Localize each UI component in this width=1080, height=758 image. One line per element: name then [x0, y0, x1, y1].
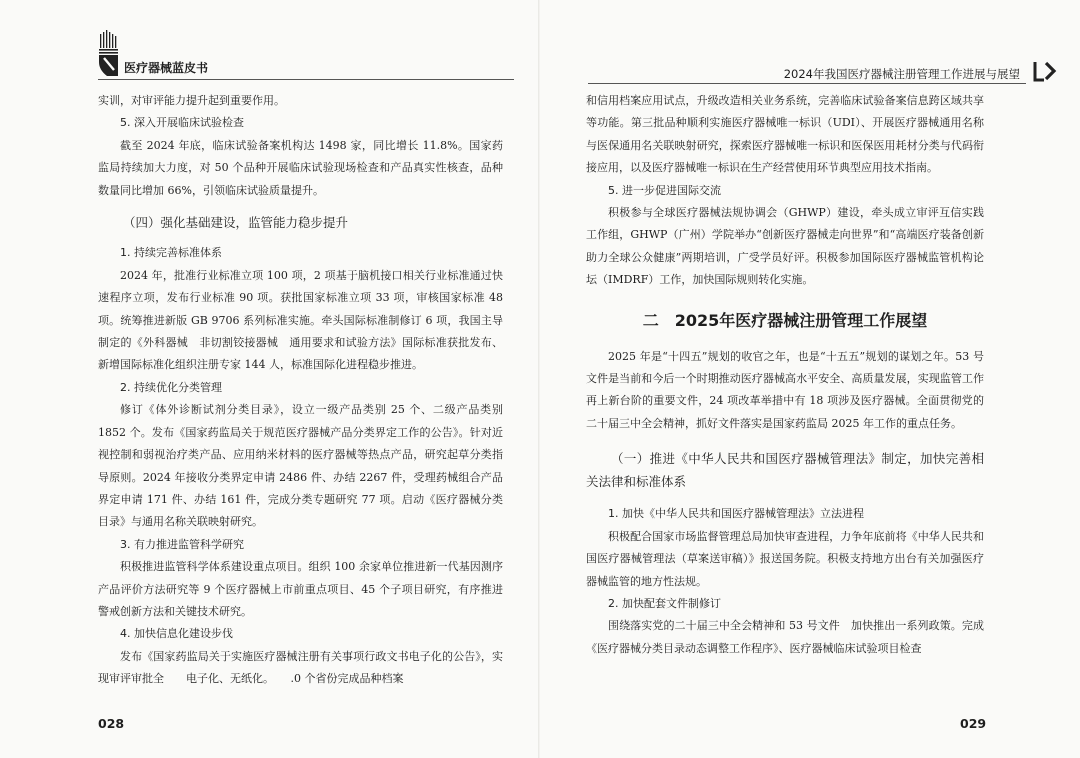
left-header	[98, 30, 498, 78]
body-paragraph: 积极配合国家市场监督管理总局加快审查进程，力争年底前将《中华人民共和国医疗器械管理法（草案送审稿）》报送国务院。积极支持地方出台有关加强医疗器械监管的地方性法规。	[586, 529, 984, 588]
header-rule	[588, 83, 1026, 84]
section-heading: （四）强化基础建设，监管能力稳步提升	[123, 215, 349, 231]
running-head: 2024年我国医疗器械注册管理工作进展与展望	[783, 67, 1020, 81]
body-paragraph: 积极推进监管科学体系建设重点项目。组织 100 余家单位推进新一代基因测序产品评价方法研究等 9 个医疗器械上市前重点项目、45 个子项目研究，有序推进警戒创新方法和关键技术研究。	[98, 560, 503, 618]
body-paragraph: 截至 2024 年底，临床试验备案机构达 1498 家，同比增长 11.8%。国家药监局持续加大力度，对 50 个品种开展临床试验现场检查和产品真实性核查，品种数量同比增加 66%，引领临床试验质量提升。	[98, 138, 503, 197]
page-number: 029	[960, 716, 987, 731]
subsection-heading: 2. 加快配套文件制修订	[608, 596, 721, 610]
subsection-heading: 1. 加快《中华人民共和国医疗器械管理法》立法进程	[608, 507, 864, 521]
section-heading: （一）推进《中华人民共和国医疗器械管理法》制定，加快完善相关法律和标准体系	[586, 451, 984, 490]
subsection-heading: 4. 加快信息化建设步伐	[120, 627, 233, 641]
subsection-heading: 5. 深入开展临床试验检查	[120, 116, 244, 130]
page-number: 028	[98, 716, 125, 731]
body-paragraph: 和信用档案应用试点，升级改造相关业务系统，完善临床试验备案信息跨区域共享等功能。第三批品种顺利实施医疗器械唯一标识（UDI）、开展医疗器械通用名称与医保通用名关联映射研究，探索医疗器械唯一标识和医保医用耗材分类与代码衔接应用，以及医疗器械唯一标识在生产经营使用环节典型应用技术指南。	[586, 94, 984, 175]
series-title: 医疗器械蓝皮书	[124, 61, 209, 75]
body-paragraph: 围绕落实党的二十届三中全会精神和 53 号文件 加快推出一系列政策。完成《医疗器械分类目录动态调整工作程序》、医疗器械临床试验项目检查	[586, 619, 984, 655]
right-page	[540, 0, 1080, 758]
body-paragraph: 修订《体外诊断试剂分类目录》，设立一级产品类别 25 个、二级产品类别 1852 个。发布《国家药监局关于规范医疗器械产品分类界定工作的公告》。针对近视控制和弱视治疗类产品、应用纳米材料的医疗器械等热点产品，研究起草分类指导原则。2024 年接收分类界定申请 2486 件、办结 2267 件，受理药械组合产品界定申请 171 件、办结 161 件，完成分类专题研究 77 项。启动《医疗器械分类目录》与通用名称关联映射研究。	[98, 403, 503, 529]
body-paragraph: 积极参与全球医疗器械法规协调会（GHWP）建设，牵头成立审评互信实践工作组，GHWP（广州）学院举办“创新医疗器械走向世界”和“高端医疗装备创新助力全球公众健康”两期培训，广受学员好评。积极参加国际医疗器械监管机构论坛（IMDRF）工作，加快国际规则转化实施。	[586, 206, 984, 287]
body-paragraph: 实训，对审评能力提升起到重要作用。	[98, 94, 285, 107]
subsection-heading: 3. 有力推进监管科学研究	[120, 537, 244, 551]
subsection-heading: 2. 持续优化分类管理	[120, 380, 222, 394]
header-rule	[98, 79, 514, 80]
right-header	[540, 60, 1058, 84]
subsection-heading: 1. 持续完善标准体系	[120, 246, 222, 260]
right-body-text	[586, 90, 984, 660]
left-body-text	[98, 90, 503, 691]
body-paragraph: 2025 年是“十四五”规划的收官之年，也是“十五五”规划的谋划之年。53 号文件是当前和今后一个时期推动医疗器械高水平安全、高质量发展，实现监管工作再上新台阶的重要文件，24 项改革举措中有 18 项涉及医疗器械。全面贯彻党的二十届三中全会精神，抓好文件落实是国家药监局 2025 年工作的重点任务。	[586, 349, 984, 430]
corner-arrow-icon	[1032, 60, 1058, 82]
book-series-logo-icon	[98, 30, 120, 78]
subsection-heading: 5. 进一步促进国际交流	[608, 183, 721, 197]
chapter-heading: 二 2025年医疗器械注册管理工作展望	[642, 310, 928, 330]
body-paragraph: 发布《国家药监局关于实施医疗器械注册有关事项行政文书电子化的公告》，实现审评审批全 电子化、无纸化。 .0 个省份完成品种档案	[98, 649, 503, 686]
body-paragraph: 2024 年，批准行业标准立项 100 项，2 项基于脑机接口相关行业标准通过快速程序立项，发布行业标准 90 项。获批国家标准立项 33 项，审核国家标准 48 项。统筹推进新版 GB 9706 系列标准实施。牵头国际标准制修订 6 项，我国主导制定的《外科器械 非切割铰接器械 通用要求和试验方法》国际标准获批发布、新增国际标准化组织注册专家 144 人，标准国际化进程稳步推进。	[98, 268, 503, 372]
